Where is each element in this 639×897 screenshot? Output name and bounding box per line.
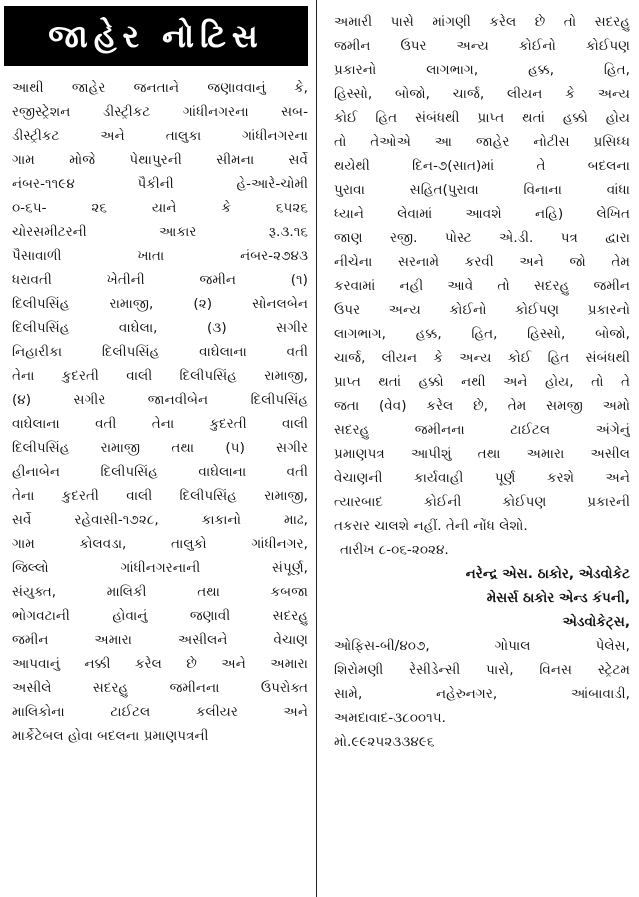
notice-text-line: તકરાર ચાલશે નહીં. તેની નોંધ લેશો. (334, 518, 528, 534)
notice-text-line: તેના કુદરતી વાલી દિલીપસિંહ રામાજી, (12, 488, 308, 504)
column-divider (316, 0, 317, 897)
notice-text-line: કરવામાં નહી આવે તો સદરહુ જમીન (334, 278, 630, 294)
notice-text-line: જમીન ઉપર અન્ય કોઈનો કોઈપણ (334, 38, 630, 54)
right-column-text (334, 10, 630, 538)
notice-text-line: ભોગવટાની હોવાનું જણાવી સદરહુ (12, 608, 308, 624)
notice-text-line: પૈસાવાળી ખાતા નંબર-૨૭૪૩ (12, 248, 308, 264)
right-column (326, 0, 632, 897)
notice-date: તારીખ ૮-૦૬-૨૦૨૪. (340, 542, 449, 558)
notice-text-line: ત્યારબાદ કોઈની કોઈપણ પ્રકારની (334, 494, 630, 510)
notice-text-line: અસીલે સદરહુ જમીનના ઉપરોક્ત (12, 680, 308, 696)
signature-line: મેસર્સ ઠાકોર એન્ડ કંપની, (486, 590, 630, 606)
notice-text-line: હિસ્સો, બોજો, ચાર્જ, લીયન કે અન્ય (334, 86, 630, 102)
address-line: શિરોમણી રેસીડેન્સી પાસે, વિનસ સ્ટ્રેટમ (334, 662, 630, 678)
notice-text-line: ગામ કોલવડા, તાલુકો ગાંધીનગર, (12, 536, 308, 552)
notice-text-line: નીચેના સરનામે કરવી અને જો તેમ (334, 254, 630, 270)
notice-text-line: પ્રકારનો લાગભાગ, હક્ક, હિત, (334, 62, 630, 78)
notice-text-line: દિલીપસિંહ વાઘેલા, (૩) સગીર (12, 320, 308, 336)
notice-text-line: તેના કુદરતી વાલી દિલીપસિંહ રામાજી, (12, 368, 308, 384)
address-line: મો.૯૯૨૫૨૩૩૪૯૬ (334, 734, 435, 750)
left-column (4, 0, 310, 897)
notice-text-line: માર્કેટેબલ હોવા બદલના પ્રમાણપત્રની (12, 728, 209, 744)
notice-text-line: સંયુક્ત, માલિકી તથા કબજા (12, 584, 308, 600)
notice-text-line: આથી જાહેર જનતાને જણાવવાનું કે, (12, 80, 308, 96)
notice-text-line: દિલીપસિંહ રામાજી, (૨) સોનલબેન (12, 296, 308, 312)
address-line: સામે, નહેરુનગર, આંબાવાડી, (334, 686, 630, 702)
left-column-text (12, 76, 308, 748)
notice-text-line: વાઘેલાના વતી તેના કુદરતી વાલી (12, 416, 308, 432)
right-column-content (334, 10, 630, 754)
advocate-address (334, 634, 630, 754)
notice-text-line: પ્રમાણપત્ર આપીશું તથા અમારા અસીલ (334, 446, 630, 462)
notice-text-line: આપવાનું નક્કી કરેલ છે અને અમારા (12, 656, 308, 672)
notice-text-line: જતા (વેવ) કરેલ છે, તેમ સમજી અમો (334, 398, 630, 414)
notice-text-line: ઉપર અન્ય કોઈનો કોઈપણ પ્રકારનો (334, 302, 630, 318)
notice-text-line: ડીસ્ટ્રીકટ અને તાલુકા ગાંધીનગરના (12, 128, 308, 144)
notice-text-line: ચાર્જ, લીયન કે અન્ય કોઈ હિત સંબંધથી (334, 350, 630, 366)
notice-text-line: ચોરસમીટરની આકાર રૂ.૩.૧૬ (12, 224, 308, 240)
address-line: અમદાવાદ-૩૮૦૦૧૫. (334, 710, 446, 726)
notice-text-line: કોઈ હિત સંબંધથી પ્રાપ્ત થતાં હક્કો હોય (334, 110, 630, 126)
notice-text-line: થયેથી દિન-૭(સાત)માં તે બદલના (334, 158, 630, 174)
notice-text-line: જમીન અમારા અસીલને વેચાણ (12, 632, 308, 648)
notice-text-line: હીનાબેન દિલીપસિંહ વાઘેલાના વતી (12, 464, 308, 480)
notice-text-line: સદરહુ જમીનના ટાઈટલ અંગેનું (334, 422, 630, 438)
notice-text-line: ધ્યાને લેવામાં આવશે નહિ) લેખિત (334, 206, 630, 222)
notice-text-line: માલિકોના ટાઈટલ કલીયર અને (12, 704, 308, 720)
address-line: ઓફિસ-બી/૪૦૭, ગોપાલ પેલેસ, (334, 638, 630, 654)
notice-title: જાહેર નોટિસ (4, 6, 308, 66)
notice-text-line: રજીસ્ટ્રેશન ડીસ્ટ્રીકટ ગાંધીનગરના સબ- (12, 104, 308, 120)
notice-text-line: લાગભાગ, હક્ક, હિત, હિસ્સો, બોજો, (334, 326, 630, 342)
notice-text-line: (૪) સગીર જાનવીબેન દિલીપસિંહ (12, 392, 308, 408)
signature-line: એડવોકેટ્સ, (562, 614, 630, 630)
signature-line: નરેન્દ્ર એસ. ઠાકોર, એડવોકેટ (465, 566, 630, 582)
notice-text-line: જિલ્લો ગાંધીનગરનાની સંપૂર્ણ, (12, 560, 308, 576)
notice-text-line: પ્રાપ્ત થતાં હક્કો નથી અને હોય, તો તે (334, 374, 630, 390)
notice-text-line: પુરાવા સહિત(પુરાવા વિનાના વાંધા (334, 182, 630, 198)
notice-text-line: અમારી પાસે માંગણી કરેલ છે તો સદરહુ (334, 14, 630, 30)
notice-text-line: તો તેઓએ આ જાહેર નોટીસ પ્રસિધ્ધ (334, 134, 630, 150)
notice-text-line: ૦-૬૫- ૨૬ યાને કે ૬૫૨૬ (12, 200, 308, 216)
notice-text-line: દિલીપસિંહ રામાજી તથા (૫) સગીર (12, 440, 308, 456)
advocate-signature (334, 562, 630, 634)
notice-text-line: સર્વે રહેવાસી-૧૭૨૮, કાકાનો માઢ, (12, 512, 308, 528)
notice-text-line: જાણ રજી. પોસ્ટ એ.ડી. પત્ર દ્વારા (334, 230, 630, 246)
notice-text-line: નંબર-૧૧૯૪ પૈકીની હે-આરે-ચોમી (12, 176, 308, 192)
notice-text-line: ગામ મોજે પેથાપુરની સીમના સર્વે (12, 152, 308, 168)
notice-text-line: નિહારીકા દિલીપસિંહ વાઘેલાના વતી (12, 344, 308, 360)
notice-text-line: વેચાણની કાર્યવાહી પૂર્ણ કરશે અને (334, 470, 630, 486)
notice-text-line: ધરાવતી ખેતીની જમીન (૧) (12, 272, 308, 288)
